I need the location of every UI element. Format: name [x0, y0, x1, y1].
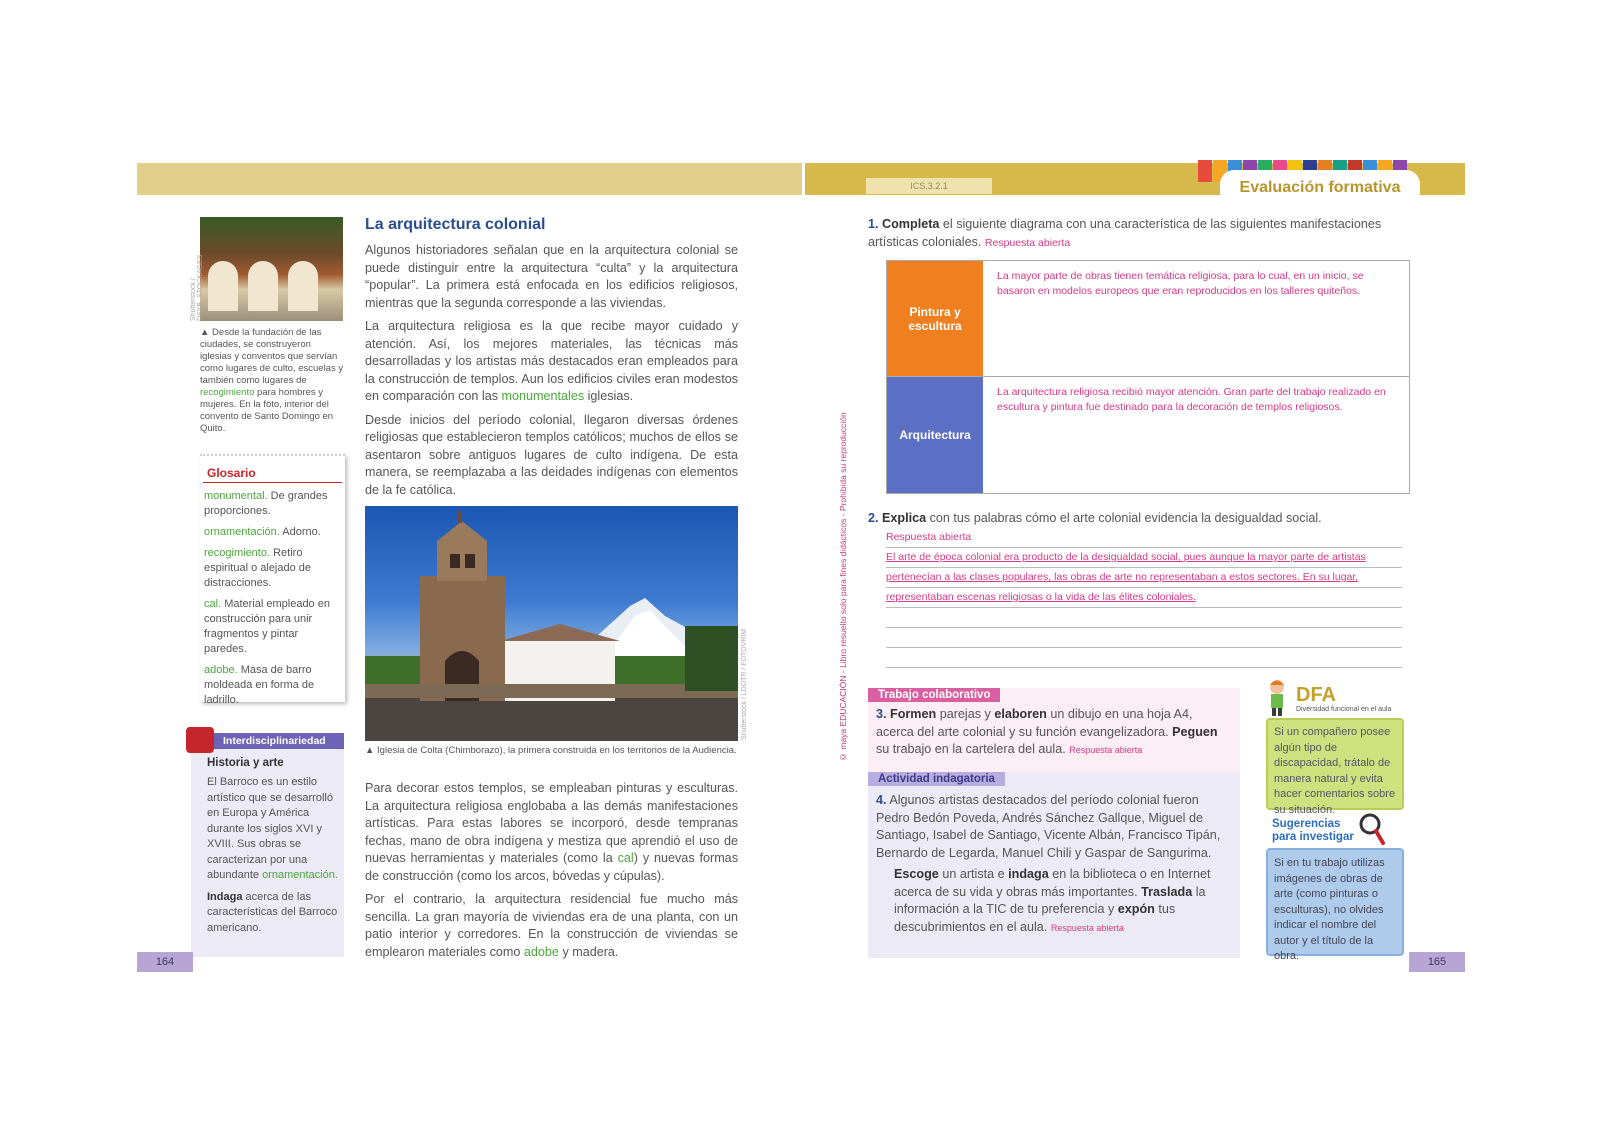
photo-big-caption: ▲ Iglesia de Colta (Chimborazo), la primera construida en los territorios de la Audiencia. — [365, 745, 737, 756]
glossary-title: Glosario — [203, 456, 342, 483]
answer-lines — [886, 528, 1402, 668]
left-header-bar — [137, 163, 802, 195]
answer-line — [886, 648, 1402, 668]
question-2: 2. Explica con tus palabras cómo el arte colonial evidencia la desigualdad social. — [868, 511, 1322, 525]
answer-line: pertenecían a las clases populares, las obras de arte no representaban a estos sectores. En su lugar, — [886, 568, 1402, 588]
glossary-box — [200, 454, 345, 706]
diagram-label: Arquitectura — [887, 377, 983, 493]
convent-photo — [200, 217, 343, 321]
section-title: La arquitectura colonial — [365, 216, 546, 233]
question-4-task: Escoge un artista e indaga en la biblioteca o en Internet acerca de su vida y obras más importantes. Traslada la información a la TIC de tu preferencia y expón tus descubrimientos en el aula. Respuesta abierta — [894, 867, 1211, 934]
triangle-icon: ▲ — [200, 327, 213, 338]
question-3: 3. Formen parejas y elaboren un dibujo en una hoja A4, acerca del arte colonial y su función evangelizadora. Peguen su trabajo en la cartelera del aula. Respuesta abierta — [876, 707, 1218, 756]
answer-line — [886, 608, 1402, 628]
page-number-right: 165 — [1409, 952, 1465, 972]
glossary-item: recogimiento. Retiro espiritual o alejado de distracciones. — [204, 547, 312, 589]
diagram-answer: La mayor parte de obras tienen temática religiosa, para lo cual, en un inicio, se basaron en modelos europeos que eran reproducidos en los talleres quiteños. — [997, 270, 1364, 297]
dfa-character-icon — [1262, 678, 1292, 716]
ics-code: ICS.3.2.1 — [866, 178, 992, 194]
paragraph: Por el contrario, la arquitectura residencial fue mucho más sencilla. La gran mayoría de viviendas era de una planta, con un patio interior y corredores. En la construcción de viviendas se emplearon materiales como adobe y madera. — [365, 892, 738, 959]
diagram-label: Pintura y escultura — [887, 261, 983, 376]
glossary-item: monumental. De grandes proporciones. — [204, 490, 328, 517]
actividad-indagatoria-box — [868, 772, 1240, 958]
interdisciplinary-task: Indaga acerca de las características del Barroco americano. — [207, 890, 338, 934]
main-text-bottom — [365, 780, 738, 961]
interdisciplinary-box — [191, 733, 344, 957]
glossary-item: adobe. Masa de barro moldeada en forma de ladrillo. — [204, 664, 315, 706]
photo-small-caption: ▲ Desde la fundación de las ciudades, se construyeron iglesias y conventos que servían como lugares de culto, escuelas y también como lugares de recogimiento para hombres y mujeres. En la foto, interior del convento de Santo Domingo en Quito. — [200, 327, 344, 434]
diagram-row-arquitectura — [887, 377, 1409, 493]
question-4: 4. Algunos artistas destacados del período colonial fueron Pedro Bedón Poveda, Andrés Sánchez Gallque, Miguel de Santiago, Isabel de Santiago, Vicente Albán, Francisco Tipán, Bernardo de Legarda, Manuel Chili y Gaspar de Sangurima. Escoge un artista e indaga en la biblioteca o en Internet acerca de su vida y obras más importantes. Traslada la información a la TIC de tu preferencia y expón tus descubrimientos en el aula. Respuesta abierta — [876, 792, 1232, 937]
diagram-answer: La arquitectura religiosa recibió mayor atención. Gran parte del trabajo realizado en escultura y pintura fue destinado para la decoración de templos religiosos. — [997, 386, 1386, 413]
paragraph: Desde inicios del período colonial, llegaron diversas órdenes religiosas que establecieron templos católicos; muchos de ellos se asentaron sobre antiguos lugares de culto indígena. De esta manera, se reemplazaba a las deidades indígenas con elementos de la fe católica. — [365, 412, 738, 497]
church-illustration — [365, 506, 738, 741]
paragraph: La arquitectura religiosa es la que recibe mayor cuidado y atención. Así, los mejores materiales, las técnicas más desarrolladas y los artistas más destacados eran empleados para la construcción de templos. Aun los edificios civiles eran modestos en comparación con las monumentales iglesias. — [365, 319, 738, 403]
church-photo — [365, 506, 738, 741]
paragraph: Para decorar estos templos, se empleaban pinturas y esculturas. La arquitectura religiosa englobaba a las demás manifestaciones artísticas. Para estas labores se incorporó, desde tempranas fechas, mano de obra indígena y mestiza que aprendió el uso de nuevas herramientas y materiales (como la cal) y nuevas formas de construcción (como los arcos, bóvedas y cúpulas). — [365, 781, 738, 883]
glossary-item: cal. Material empleado en construcción para unir fragmentos y pintar paredes. — [204, 598, 330, 655]
dfa-title: DFA — [1296, 684, 1336, 706]
sugerencias-title: Sugerencias para investigar — [1272, 818, 1354, 843]
trabajo-colaborativo-box — [868, 688, 1240, 772]
question-1: 1. Completa el siguiente diagrama con una característica de las siguientes manifestaciones artísticas coloniales. Respuesta abierta — [868, 217, 1382, 249]
answer-line: representaban escenas religiosas o la vida de las élites coloniales. — [886, 588, 1402, 608]
answer-line — [886, 628, 1402, 648]
triangle-icon: ▲ — [365, 745, 378, 756]
interdisciplinary-subtitle: Historia y arte — [207, 757, 284, 769]
main-text-top — [365, 242, 738, 499]
section-tab-evaluacion: Evaluación formativa — [1220, 170, 1420, 206]
answer-line: El arte de época colonial era producto de la desigualdad social, pues aunque la mayor parte de artistas — [886, 548, 1402, 568]
book-icon — [186, 727, 214, 753]
interdisciplinary-text: El Barroco es un estilo artístico que se desarrolló en Europa y América durante los siglos XVI y XVIII. Sus obras se caracterizan por una abundante ornamentación. — [207, 776, 338, 881]
diagram-row-pintura — [887, 261, 1409, 377]
sugerencias-box: Si en tu trabajo utilizas imágenes de obras de arte (como pinturas o esculturas), no olvides indicar el nombre del autor y el título de la obra. — [1266, 848, 1404, 956]
diagram-table — [886, 260, 1410, 494]
dfa-subtitle: Diversidad funcional en el aula — [1296, 706, 1392, 713]
photo-big-credit: Shutterstock / LDOTR / FOTOVRIM — [741, 628, 748, 740]
photo-small-credit: Shutterstock / DSYB_STOCKAGES — [190, 254, 204, 321]
answer-line: Respuesta abierta — [886, 528, 1402, 548]
dfa-box: Si un compañero posee algún tipo de discapacidad, trátalo de manera natural y evita hacer comentarios sobre su situación. — [1266, 718, 1404, 810]
actividad-tag: Actividad indagatoria — [868, 772, 1005, 786]
page-number-left: 164 — [137, 952, 193, 972]
magnifier-icon — [1358, 812, 1386, 846]
interdisciplinary-header: Interdisciplinariedad — [191, 733, 344, 749]
glossary-item: ornamentación. Adorno. — [204, 526, 321, 538]
copyright-note: © maya EDUCACIÓN - Libro resuelto solo para fines didácticos - Prohibida su reproducción — [838, 412, 848, 762]
trabajo-tag: Trabajo colaborativo — [868, 688, 1000, 702]
paragraph: Algunos historiadores señalan que en la arquitectura colonial se puede distinguir entre la arquitectura “culta” y la arquitectura “popular”. La primera está enfocada en los edificios religiosos, mientras que la segunda corresponde a las viviendas. — [365, 243, 738, 310]
